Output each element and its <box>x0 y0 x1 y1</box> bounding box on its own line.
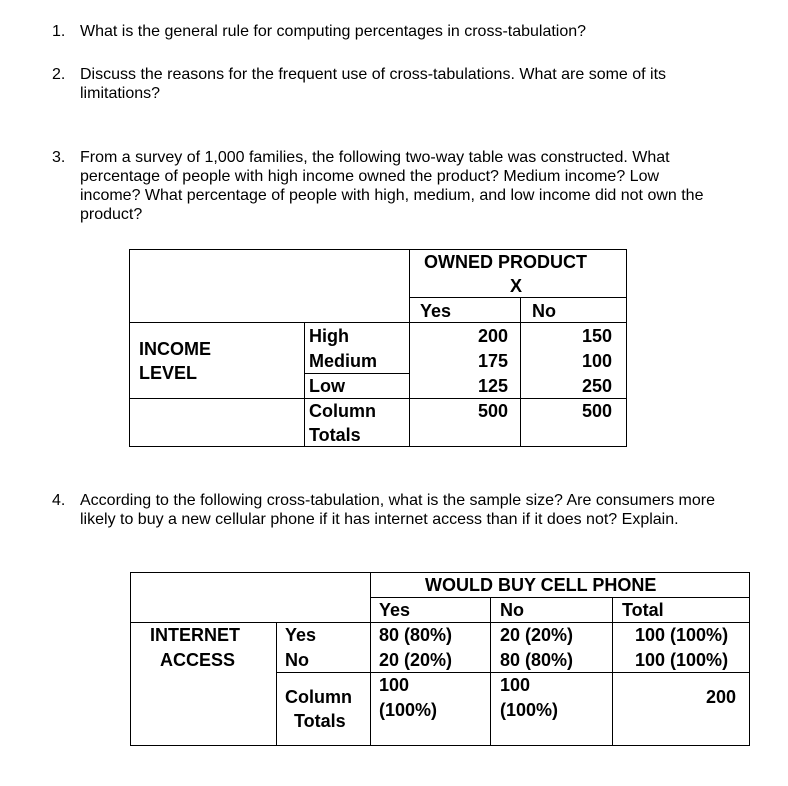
column-no-header: No <box>500 600 524 620</box>
row-label-column-totals-2: Totals <box>309 425 361 445</box>
row-label-column-totals: Column <box>285 687 352 707</box>
row-label-high: High <box>309 326 349 346</box>
high-no-value: 150 <box>582 326 613 346</box>
owned-product-header-x: X <box>510 276 523 296</box>
yes-no-value: 20 (20%) <box>500 625 574 645</box>
row-label-yes: Yes <box>285 625 317 645</box>
row-label-column-totals-2: Totals <box>294 711 346 731</box>
total-yes-value: 500 <box>478 401 509 421</box>
question-number: 2. <box>52 66 66 83</box>
column-no-header: No <box>532 301 556 321</box>
question-text: Discuss the reasons for the frequent use of cross-tabulations. What are some of its limitations? <box>80 66 667 102</box>
medium-no-value: 100 <box>582 351 613 371</box>
column-yes-header: Yes <box>379 600 411 620</box>
row-label-column-totals: Column <box>309 401 376 421</box>
total-yes-percent: (100%) <box>379 700 438 720</box>
total-yes-value: 100 <box>379 675 410 695</box>
question-text: What is the general rule for computing percentages in cross-tabulation? <box>80 23 587 40</box>
row-label-medium: Medium <box>309 351 378 371</box>
income-level-label: INCOME <box>139 339 211 359</box>
total-no-value: 500 <box>582 401 613 421</box>
question-number: 1. <box>52 23 66 40</box>
owned-product-header: OWNED PRODUCT <box>424 252 587 272</box>
low-no-value: 250 <box>582 376 613 396</box>
column-total-header: Total <box>622 600 664 620</box>
internet-access-label-2: ACCESS <box>160 650 236 670</box>
yes-yes-value: 80 (80%) <box>379 625 453 645</box>
column-yes-header: Yes <box>420 301 452 321</box>
question-text: From a survey of 1,000 families, the following two-way table was constructed. What percentage of people with high income owned the product? Medium income? Low income? What percentage of people with high, medium, and low income did not own the product? <box>80 149 704 223</box>
income-level-label-2: LEVEL <box>139 363 198 383</box>
no-no-value: 80 (80%) <box>500 650 574 670</box>
question-text: According to the following cross-tabulation, what is the sample size? Are consumers more likely to buy a new cellular phone if it has internet access than if it does not? Explain. <box>80 492 715 528</box>
no-yes-value: 20 (20%) <box>379 650 453 670</box>
row-label-no: No <box>285 650 309 670</box>
no-total-value: 100 (100%) <box>635 650 729 670</box>
row-label-low: Low <box>309 376 345 396</box>
total-no-percent: (100%) <box>500 700 559 720</box>
question-number: 4. <box>52 492 66 509</box>
would-buy-cell-phone-header: WOULD BUY CELL PHONE <box>425 575 657 595</box>
question-number: 3. <box>52 149 66 166</box>
internet-access-label: INTERNET <box>150 625 240 645</box>
total-no-value: 100 <box>500 675 531 695</box>
medium-yes-value: 175 <box>478 351 509 371</box>
high-yes-value: 200 <box>478 326 509 346</box>
low-yes-value: 125 <box>478 376 509 396</box>
grand-total-value: 200 <box>706 687 737 707</box>
yes-total-value: 100 (100%) <box>635 625 729 645</box>
